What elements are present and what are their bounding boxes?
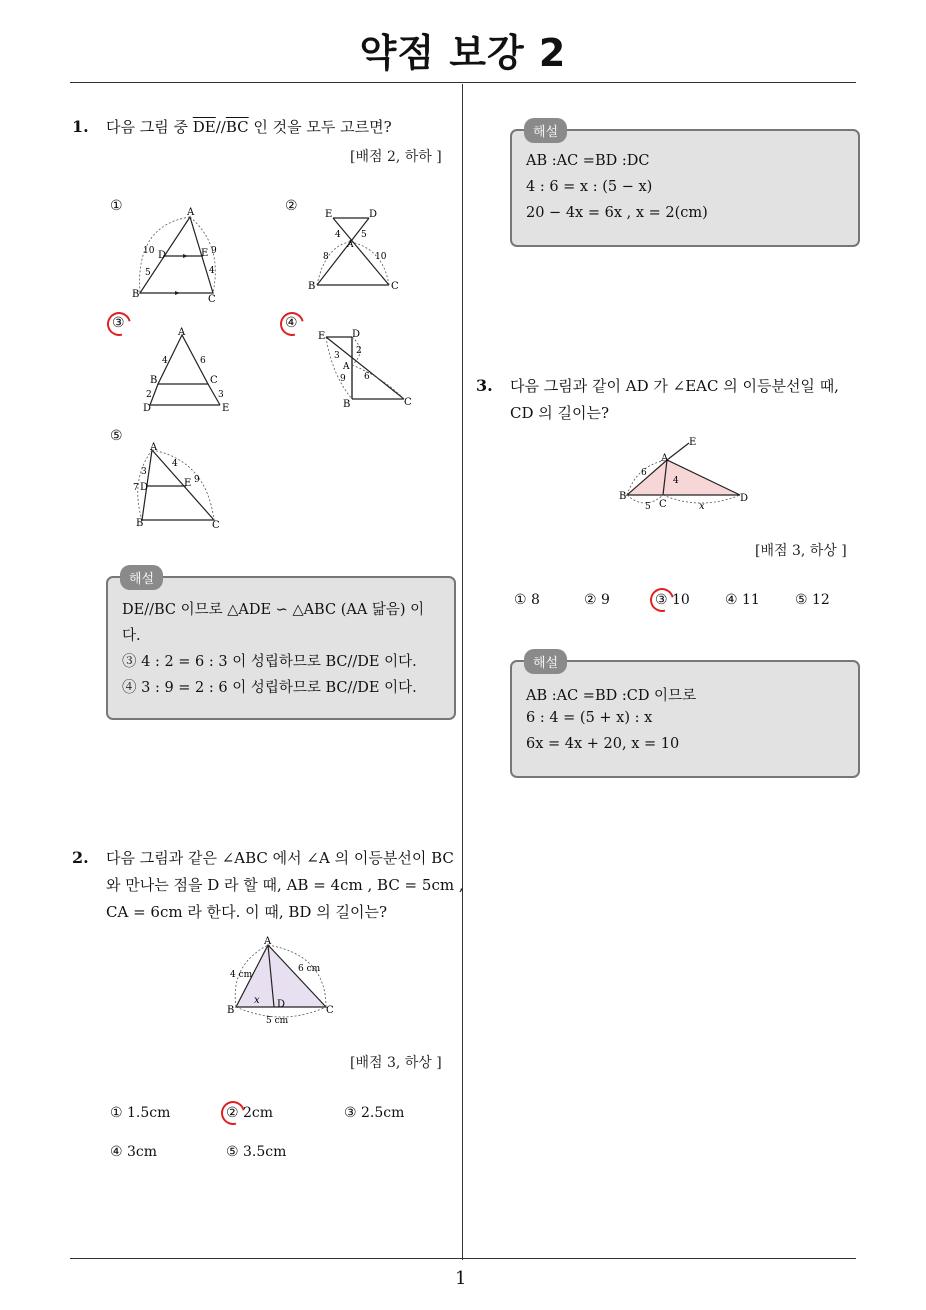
svg-text:4: 4 xyxy=(172,459,178,469)
option-5-label[interactable]: ⑤ xyxy=(110,428,123,444)
solution-line: AB :AC =BD :CD 이므로 xyxy=(526,688,697,704)
svg-text:E: E xyxy=(201,248,209,259)
svg-text:D: D xyxy=(277,999,286,1010)
option-4-label[interactable]: ④ xyxy=(285,315,298,331)
page-title: 약점 보강 2 xyxy=(359,31,567,75)
answer-mark-icon xyxy=(103,308,136,341)
solution-line: 20 − 4x = 6x , x = 2(cm) xyxy=(526,205,708,221)
header-rule xyxy=(70,82,856,83)
option-2-label[interactable]: ② xyxy=(285,198,298,214)
svg-text:4: 4 xyxy=(673,476,679,486)
solution-badge: 해설 xyxy=(120,565,163,590)
question-3-points: [배점 3, 하상 ] xyxy=(755,543,847,559)
svg-text:x: x xyxy=(699,501,705,512)
svg-text:E: E xyxy=(325,209,333,220)
figure-option-3 xyxy=(138,325,238,417)
option-3-label[interactable]: ③ xyxy=(112,315,125,331)
svg-text:D: D xyxy=(352,329,361,340)
solution-badge: 해설 xyxy=(524,649,567,674)
svg-text:D: D xyxy=(158,250,167,261)
solution-line: 6x = 4x + 20, x = 10 xyxy=(526,736,680,752)
svg-text:2: 2 xyxy=(356,346,362,356)
choice-3[interactable]: ③ 10 xyxy=(655,592,690,608)
question-3-number: 3. xyxy=(476,376,493,395)
svg-text:B: B xyxy=(150,375,158,386)
svg-text:B: B xyxy=(619,491,627,502)
question-1-text: 다음 그림 중 $\overline{DE}//\overline{BC}$ 인 것을 모두 고르면? xyxy=(106,118,392,136)
svg-text:C: C xyxy=(659,499,667,510)
choice-4[interactable]: ④ 11 xyxy=(725,592,760,608)
question-2-number: 2. xyxy=(72,848,89,867)
svg-text:E: E xyxy=(222,403,230,414)
solution-line: 4 : 6 = x : (5 − x) xyxy=(526,179,653,195)
choice-2[interactable]: ② 2cm xyxy=(226,1105,274,1121)
svg-text:D: D xyxy=(740,493,749,504)
question-1-number: 1. xyxy=(72,117,89,136)
option-1-label[interactable]: ① xyxy=(110,198,123,214)
choice-2[interactable]: ② 9 xyxy=(584,592,610,608)
solution-badge: 해설 xyxy=(524,118,567,143)
answer-mark-icon xyxy=(217,1097,250,1130)
svg-text:C: C xyxy=(210,375,218,386)
svg-text:B: B xyxy=(343,399,351,410)
svg-text:B: B xyxy=(227,1005,235,1016)
question-2-line: 와 만나는 점을 D 라 할 때, AB = 4cm , BC = 5cm , xyxy=(106,876,464,894)
figure-option-1 xyxy=(125,205,235,305)
svg-text:B: B xyxy=(308,281,316,292)
svg-text:C: C xyxy=(391,281,399,292)
choice-5[interactable]: ⑤ 12 xyxy=(795,592,830,608)
solution-box-q1 xyxy=(106,572,456,720)
svg-text:A: A xyxy=(264,936,272,947)
figure-option-2 xyxy=(305,207,405,295)
figure-option-4 xyxy=(312,325,417,413)
svg-text:9: 9 xyxy=(211,246,217,256)
svg-text:9: 9 xyxy=(340,374,346,384)
svg-text:4: 4 xyxy=(209,266,215,276)
choice-1[interactable]: ① 1.5cm xyxy=(110,1105,171,1121)
svg-text:5 cm: 5 cm xyxy=(266,1016,289,1026)
svg-text:10: 10 xyxy=(143,246,155,256)
svg-text:4 cm: 4 cm xyxy=(230,970,253,980)
svg-text:3: 3 xyxy=(141,467,147,477)
svg-text:A: A xyxy=(661,453,669,464)
svg-text:5: 5 xyxy=(361,230,367,240)
svg-text:C: C xyxy=(212,520,220,531)
footer-rule xyxy=(70,1258,856,1259)
question-2-points: [배점 3, 하상 ] xyxy=(350,1055,442,1071)
svg-text:C: C xyxy=(208,294,216,305)
svg-text:2: 2 xyxy=(146,390,152,400)
svg-text:5: 5 xyxy=(145,268,151,278)
svg-text:7: 7 xyxy=(133,483,139,493)
svg-text:B: B xyxy=(132,289,140,300)
choice-4[interactable]: ④ 3cm xyxy=(110,1144,158,1160)
svg-text:A: A xyxy=(347,240,354,250)
choice-3[interactable]: ③ 2.5cm xyxy=(344,1105,405,1121)
svg-text:C: C xyxy=(404,397,412,408)
svg-text:x: x xyxy=(254,995,260,1006)
svg-text:A: A xyxy=(150,442,158,453)
svg-text:8: 8 xyxy=(323,252,329,262)
answer-mark-icon xyxy=(646,584,679,617)
question-3-line: CD 의 길이는? xyxy=(510,404,610,422)
column-divider xyxy=(462,84,463,1260)
svg-text:6 cm: 6 cm xyxy=(298,964,321,974)
svg-text:9: 9 xyxy=(194,475,200,485)
figure-question-2 xyxy=(222,935,342,1027)
solution-box-q2 xyxy=(510,125,860,247)
svg-text:A: A xyxy=(187,207,195,218)
answer-mark-icon xyxy=(276,308,309,341)
choice-5[interactable]: ⑤ 3.5cm xyxy=(226,1144,287,1160)
svg-text:E: E xyxy=(184,478,192,489)
solution-line: 다. xyxy=(122,628,141,644)
solution-line: 6 : 4 = (5 + x) : x xyxy=(526,710,653,726)
svg-text:3: 3 xyxy=(334,351,340,361)
svg-text:A: A xyxy=(178,327,186,338)
svg-text:A: A xyxy=(343,362,350,372)
svg-text:D: D xyxy=(140,482,149,493)
question-2-line: 다음 그림과 같은 ∠ABC 에서 ∠A 의 이등분선이 BC xyxy=(106,849,454,867)
page-number: 1 xyxy=(455,1268,467,1289)
svg-text:6: 6 xyxy=(200,356,206,366)
figure-question-3 xyxy=(615,435,755,517)
question-3-line: 다음 그림과 같이 AD 가 ∠EAC 의 이등분선일 때, xyxy=(510,377,839,395)
svg-text:E: E xyxy=(318,331,326,342)
svg-text:C: C xyxy=(326,1005,334,1016)
svg-text:5: 5 xyxy=(645,502,651,512)
svg-text:4: 4 xyxy=(335,230,341,240)
svg-text:B: B xyxy=(136,518,144,529)
svg-text:3: 3 xyxy=(218,390,224,400)
solution-box-q3 xyxy=(510,656,860,778)
solution-line: ③ 4 : 2 = 6 : 3 이 성립하므로 BC//DE 이다. xyxy=(122,654,417,670)
solution-line: DE//BC 이므로 △ADE ∽ △ABC (AA 닮음) 이 xyxy=(122,602,425,618)
svg-text:10: 10 xyxy=(375,252,387,262)
svg-text:E: E xyxy=(689,437,697,448)
solution-line: AB :AC =BD :DC xyxy=(526,153,650,169)
solution-line: ④ 3 : 9 = 2 : 6 이 성립하므로 BC//DE 이다. xyxy=(122,680,417,696)
figure-option-5 xyxy=(128,440,228,532)
svg-text:D: D xyxy=(369,209,378,220)
svg-text:6: 6 xyxy=(364,372,370,382)
question-1-points: [배점 2, 하하 ] xyxy=(350,149,442,165)
question-2-line: CA = 6cm 라 한다. 이 때, BD 의 길이는? xyxy=(106,903,387,921)
svg-text:6: 6 xyxy=(641,468,647,478)
choice-1[interactable]: ① 8 xyxy=(514,592,540,608)
svg-text:4: 4 xyxy=(162,356,168,366)
svg-text:D: D xyxy=(143,403,152,414)
